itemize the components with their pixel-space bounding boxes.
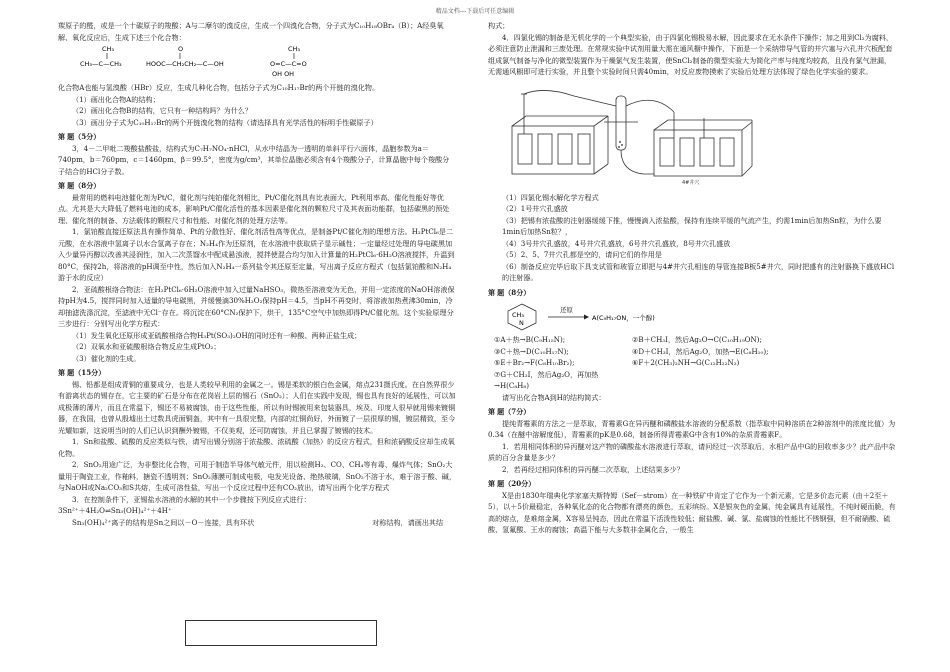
step: ②B＋CH₃I，然后Ag₂O→C(C₁₀H₁₉ON); — [632, 335, 762, 344]
step: ①A＋热→B(C₉H₁₅N); — [494, 335, 566, 344]
reaction-scheme — [502, 301, 752, 331]
paragraph: 1．氯铂酸直接还原法具有操作简单、Pt的分散性好、催化剂活性高等优点，是制备Pt/C催化剂的理想方法。H₂PtCl₆是二元酸，在水溶液中氢离子以水合氢离子存在；N₂H₄作为还原剂，在水溶液中获取质子显示碱性；一定量经过处理的导电碳黑加入少量异丙醇以改善其浸润性，加入二次蒸馏水中配成悬浊液，搅拌使混合均匀加入计算量的H₂PtCl₆·6H₂O溶液搅拌，升温到80°C，保持2h，将溶液的pH调至中性，然后加入N₂H₄一系列盐令其还原至定量，写出离子反应方程式（包括氯铂酸和N₂H₄游于水的反应） — [58, 227, 455, 282]
step: ⑤E＋Br₂→F(C₈H₁₀Br₂); — [494, 358, 575, 367]
figure-label: 4#井穴 — [682, 179, 700, 186]
mol3-oh-label: OH OH — [272, 70, 295, 78]
step: ⑥F＋2(CH₃)₂NH→G(C₁₂H₂₂N₂) — [632, 358, 740, 367]
question: （2）1号井穴孔盛放 — [502, 204, 568, 213]
structural-formulas — [58, 44, 456, 80]
question: （3）画出分子式为C₁₀H₁₇Br的两个开链溴化物的结构（请选择具有光学活性的标明手性碳原子） — [72, 117, 378, 127]
paragraph: Sn₃(OH)₄²⁺离子的结构是Sn之间以－O－连接，具有环状 对称结构，请画出其结 — [72, 517, 444, 527]
question: （6）制备反应完毕后取下具支试管和玻管立即把与4#井穴孔相连的导管连接B板5#井穴，同时把盛有的注射器换下盛放HCl的注射器。 — [502, 261, 895, 282]
question: （2）画出化合物B的结构，它只有一种结构吗？为什么？ — [72, 106, 252, 115]
structure-drawing-box — [185, 620, 377, 646]
question: 1．若用相同体积的异丙醚对这产物的磷酸盐水溶液进行萃取，请问经过一次萃取后，水相产品中G的回收率多少？此产品中杂质的百分含量是多少？ — [488, 441, 896, 462]
question: （1）画出化合物A的结构； — [72, 94, 160, 104]
page-header: 精品文档---下载后可任意编辑 — [435, 8, 515, 15]
reagent-label: 还原 — [560, 306, 573, 314]
section-title: 第 题（15分） — [58, 368, 106, 377]
equation: 3Sn²⁺＋4H₂O⇌Sn₃(OH)₄²⁺＋4H⁺ — [58, 506, 172, 515]
question: 请写出化合物A到H的结构简式： — [502, 392, 606, 402]
paragraph: 羰原子的醛，或是一个十碳原子的羧酸；A与二摩尔的溴反应，生成一个四溴化合物，分子式为C₁₀H₁₈OBr₄（B）；A经臭氧解、氧化反应后，生成下述三个化合物： — [58, 21, 444, 42]
ring-n-label: N — [519, 319, 524, 327]
section-title: 第 题（7分） — [488, 407, 531, 416]
question: （1）发生氧化还原形成亚硫酸根络合物H₃Pt(SO₃)₂OH的同时还有一种酸、两种正盐生成； — [72, 330, 362, 340]
paragraph: 最常用的燃料电池催化剂为Pt/C，催化剂与纯铂催化剂相比，Pt/C催化剂具有比表面大、Pt利用率高、催化性能好等优点。尤其是大大降低了燃料电池的成本，影响Pt/C催化活性的基本因素是催化剂的颗粒尺寸及其表面功能群，包括碳黑的预处理、催化剂的制备、方法载体的颗粒尺寸和性能、对催化剂的处理方法等。 — [58, 192, 450, 225]
question: （1）四氯化锡水解化学方程式 — [502, 192, 599, 202]
paragraph: 构式； — [488, 21, 510, 30]
paragraph: 提纯青霉素的方法之一是萃取，青霉素G在异丙醚和磷酸盐水溶液的分配系数（指萃取中同种溶质在2种溶剂中的浓度比值）为0.34（在醚中溶解度低），青霉素的pK是0.68，制备所得青霉素G中含有10%的杂质青霉素F。 — [488, 418, 896, 439]
mol2-formula: HOOC—CH₂CH₂—C—OH — [146, 60, 224, 68]
section-title: 第 题（8分） — [58, 181, 101, 190]
oxidation-products-figure — [58, 44, 456, 80]
reduction-reaction-figure — [502, 301, 752, 331]
mol3-formula: O=C—C=O — [270, 60, 307, 68]
paragraph: 化合物A也能与氢溴酸（HBr）反应，生成几种化合物，包括分子式为C₁₀H₁₇Br的两个开链的溴化物。 — [58, 83, 380, 92]
well-plate-b — [654, 130, 742, 176]
question: （3）催化剂的生成。 — [72, 353, 141, 363]
product-label: A(C₉H₁₇ON，一个醇) — [592, 314, 655, 322]
section-title: 第 题（8分） — [488, 287, 531, 297]
arrow-head — [584, 315, 589, 320]
mol1-formula: CH₃—C—CH₃ — [80, 60, 122, 68]
paragraph: 2．亚硫酸根络合物法：在H₂PtCl₆·6H₂O溶液中加入过量NaHSO₃，微热至溶液变为无色，并用一定浓度的NaOH溶液保持pH为4.5，搅拌同时加入适量的导电碳黑，并缓慢滴30%H₂O₂保持pH＝4.5，当pH不再变时，将溶液加热煮沸30min，冷却抽滤洗涤沉淀，至滤液中无Cl⁻存在。将沉淀在60°CN₂保护下，烘干，135°C空气中加热即得Pt/C催化剂。这个实验原理分三步进行：分别写出化学方程式： — [58, 284, 455, 328]
mol1-ch3-label: CH₃ — [102, 45, 115, 53]
right-column — [488, 20, 898, 536]
left-column — [58, 20, 456, 528]
mol2-o-label: O — [178, 45, 184, 53]
paragraph: X是由1830年瑞典化学家塞夫斯特姆（Sef－strom）在一种铁矿中肯定了它作为一个新元素，它是多价态元素（由＋2至＋5），以＋5价最稳定，各种氧化态的化合物都有漂亮的颜色，五彩缤纷。X是银灰色的金属，纯金属具有延展性，不纯时硬而脆，有高的熔点，是难熔金属，X容易呈钝态，因此在常温下活泼性较低；耐盐酸、碱、氯、盐腐蚀的性能比不锈钢强，但不耐硝酸、硫酸、氢氟酸、王水的腐蚀；高温下能与大多数非金属化合，一般生 — [488, 490, 896, 534]
test-tube — [616, 96, 626, 150]
section-title: 第 题（5分） — [58, 132, 101, 141]
step: ③C＋热→D(C₁₀H₁₇N); — [494, 346, 569, 356]
apparatus-figure — [504, 82, 754, 188]
question: 2．SnO₂用途广泛，为非整比化合物，可用于制造半导体气敏元件，用以检测H₂、CO、CH₄等有毒、爆炸气体；SnO₂大量用于陶瓷工业，作釉料，搪瓷不透明剂；SnO₂薄膜可制成电极，电发光设备、绝热玻璃，SnO₂不溶于水，难于溶于酸、碱，与NaOH或Na₂CO₃和S共熔，生成可溶性盐，写出一个反应过程中还有CO₂放出，请写出两个化学方程式 — [58, 460, 456, 492]
paragraph: 3，4－二甲吡二羧酸盐酸盐，结构式为C₇H₇NO₄·nHCl，从水中结晶为一透明的单斜平行六面体，晶胞参数为a＝740pm，b＝760pm，c＝1460pm，β＝99.5°，密度为g/cm³，其单位晶胞必须含有4个羧酸分子，计算晶胞中每个羧酸分子结合的HCl分子数。 — [58, 143, 450, 176]
mol2-ch3-label: CH₃ — [288, 45, 301, 53]
paragraph: 锡、铅都是组成青铜的重要成分，也是人类较早利用的金属之一。锡是柔软的银白色金属，熔点231摄氏度。在自然界很少有游离状态的锡存在，它主要的矿石是分布在花岗岩上层的锡石（SnO₂）；人们在实践中发现，锡也具有良好的延展性，可以加成极薄的薄片，而且在常温下，锡还不易被腐蚀，由于这些性能，所以有时锡被用来包装器具，埃及、印度人很早就用锡来镀铜器，在我国，也曾从殷墟出土过数具虎面铜盔，其中有一具很完整，内部的红铜尚好，外面镀了一层很厚的锡，镀层精致，至今光耀如新，这说明当时的人们已认识到酬外镀锡，不仅美观，还可防腐蚀，并且已掌握了镀锡的技术。 — [58, 379, 456, 435]
step: ④D＋CH₃I，然后Ag₂O，加热→E(C₈H₁₀); — [632, 346, 769, 356]
paragraph: 4．四氯化锡的制备是无机化学的一个典型实验，由于四氯化锡极易水解，因此要求在无水条件下操作；加之用到Cl₂为腐料，必须注意防止泄漏和三废处理。在常规实验中试剂用量大需在通风橱中操作，下面是一个采纳带导气管的井穴塞与六孔井穴板配套组成氯气制备与净化的微型装置作为干燥氯气发生装置，使SnCl₂制备的微型实验大为简化产率与纯度均较高，且没有氯气泄漏，无需通风橱即可进行实验，并且整个实验时间只需40min，对反应废物摸索了实验后处理方法体现了绿色化学实验的要求。 — [488, 32, 894, 76]
section-title: 第 题（20分） — [488, 479, 536, 488]
question: （4）3号井穴孔盛放，4号井穴孔盛放，6号井穴孔盛放，8号井穴孔盛放 — [502, 238, 731, 248]
question: （3）把锡有浓盐酸的注射器缓缓下推，慢慢滴入浓盐酸，保持有连续平缓的气流产生，约需1min后加热Sn粒，为什么要1min后加热Sn粒？， — [502, 215, 882, 236]
step: ⑦G＋CH₃I，然后Ag₂O，再加热→H(C₈H₈) — [494, 369, 599, 390]
question: （2）双氧水和亚硫酸根络合物反应生成PtO₂； — [72, 342, 221, 351]
question: 1．Sn和盐酸、硫酸的反应类似与铁，请写出锡分别溶于浓盐酸、浓硫酸（加热）的反应方程式，但和浓硝酸反应却生成氧化物。 — [58, 437, 455, 458]
micro-apparatus-diagram — [504, 82, 754, 188]
reaction-steps — [488, 334, 898, 392]
question: 2．若再经过相同体积的异丙醚二次萃取，上述结果多少？ — [502, 464, 684, 474]
ring-ch3-label: CH₃ — [512, 311, 525, 319]
question: 3．在控制条件下，亚锡盐水溶液的水解的其中一个步骤按下列反应式进行： — [72, 494, 311, 504]
question: （5）2、5、7井穴孔都是空的，请问它们的作用是 — [502, 250, 662, 259]
